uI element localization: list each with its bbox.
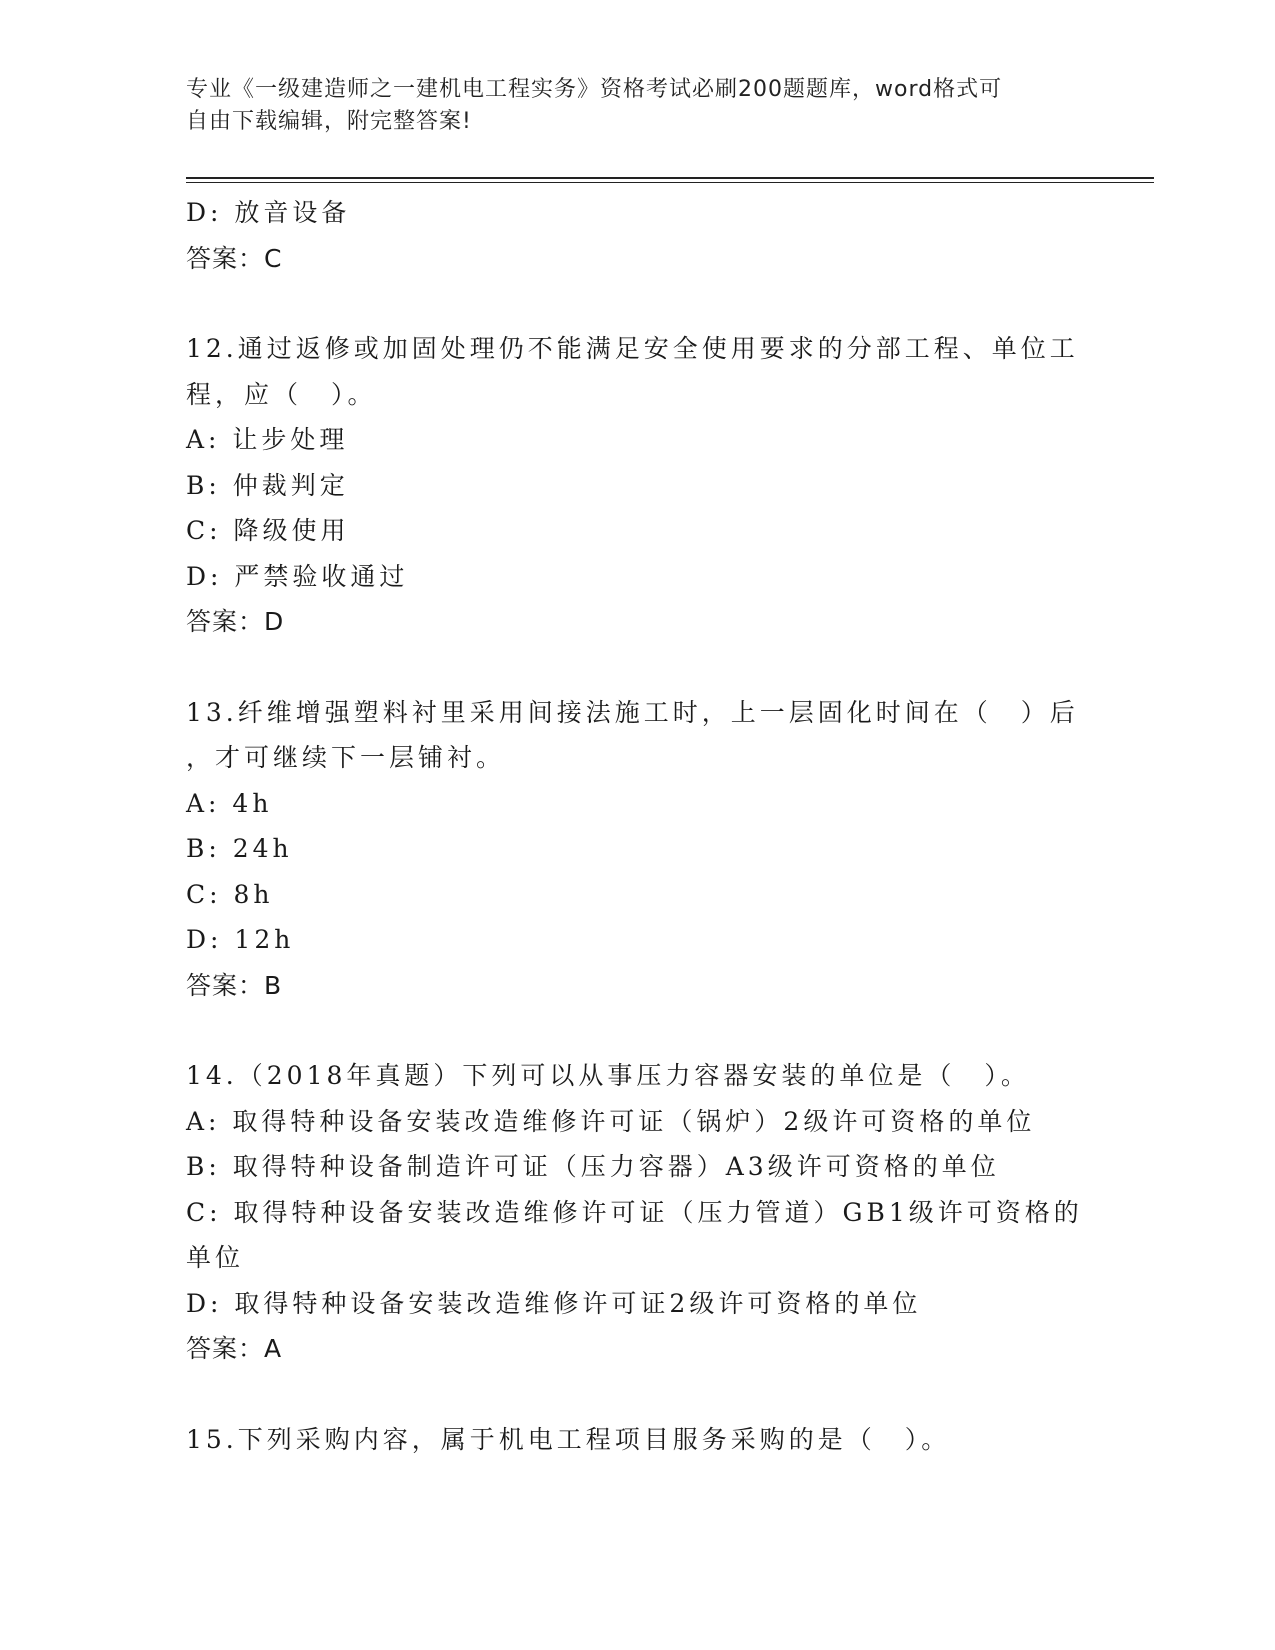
q15-stem-line-1: 15.下列采购内容，属于机电工程项目服务采购的是（ ）。 [186, 1424, 951, 1454]
q13-option-c: C: 8h [186, 879, 274, 909]
q13-stem-line-2: ，才可继续下一层铺衬。 [186, 743, 506, 772]
q12-option-a: A: 让步处理 [186, 425, 349, 454]
spacer [186, 1008, 1086, 1053]
q14-option-a: A: 取得特种设备安装改造维修许可证（锅炉）2级许可资格的单位 [186, 1106, 1036, 1136]
header-title-line-1: 专业《一级建造师之一建机电工程实务》资格考试必刷200题题库，word格式可 [186, 77, 1003, 102]
q13-stem-line-1: 13.纤维增强塑料衬里采用间接法施工时，上一层固化时间在（ ）后 [186, 697, 1079, 727]
prev-answer: 答案：C [186, 243, 283, 273]
q14-option-c-line-1: C: 取得特种设备安装改造维修许可证（压力管道）GB1级许可资格的 [186, 1197, 1083, 1227]
q14-option-b: B: 取得特种设备制造许可证（压力容器）A3级许可资格的单位 [186, 1152, 1000, 1181]
q14-stem-line-1: 14.（2018年真题）下列可以从事压力容器安装的单位是（ ）。 [186, 1061, 1030, 1090]
header-divider-thick [186, 177, 1154, 179]
q14-option-c-line-2: 单位 [186, 1243, 245, 1272]
q12-option-c: C: 降级使用 [186, 516, 350, 545]
q14-answer: 答案：A [186, 1334, 283, 1363]
header-divider-thin [186, 182, 1154, 183]
q12-answer: 答案：D [186, 607, 285, 636]
q12-option-d: D: 严禁验收通过 [186, 561, 409, 591]
spacer [186, 281, 1086, 326]
spacer [186, 1372, 1086, 1417]
spacer [186, 645, 1086, 690]
q12-option-b: B: 仲裁判定 [186, 470, 349, 500]
header-title-line-2: 自由下载编辑，附完整答案! [186, 109, 472, 134]
prev-option-d: D: 放音设备 [186, 198, 351, 227]
q14-option-d: D: 取得特种设备安装改造维修许可证2级许可资格的单位 [186, 1288, 922, 1318]
q13-option-b: B: 24h [186, 834, 293, 863]
page-header [186, 74, 1086, 138]
q13-option-d: D: 12h [186, 925, 295, 954]
q13-option-a: A: 4h [186, 788, 273, 818]
document-body [186, 190, 1086, 1462]
q12-stem-line-2: 程，应（ ）。 [186, 379, 377, 409]
q12-stem-line-1: 12.通过返修或加固处理仍不能满足安全使用要求的分部工程、单位工 [186, 334, 1079, 363]
q13-answer: 答案：B [186, 970, 283, 1000]
